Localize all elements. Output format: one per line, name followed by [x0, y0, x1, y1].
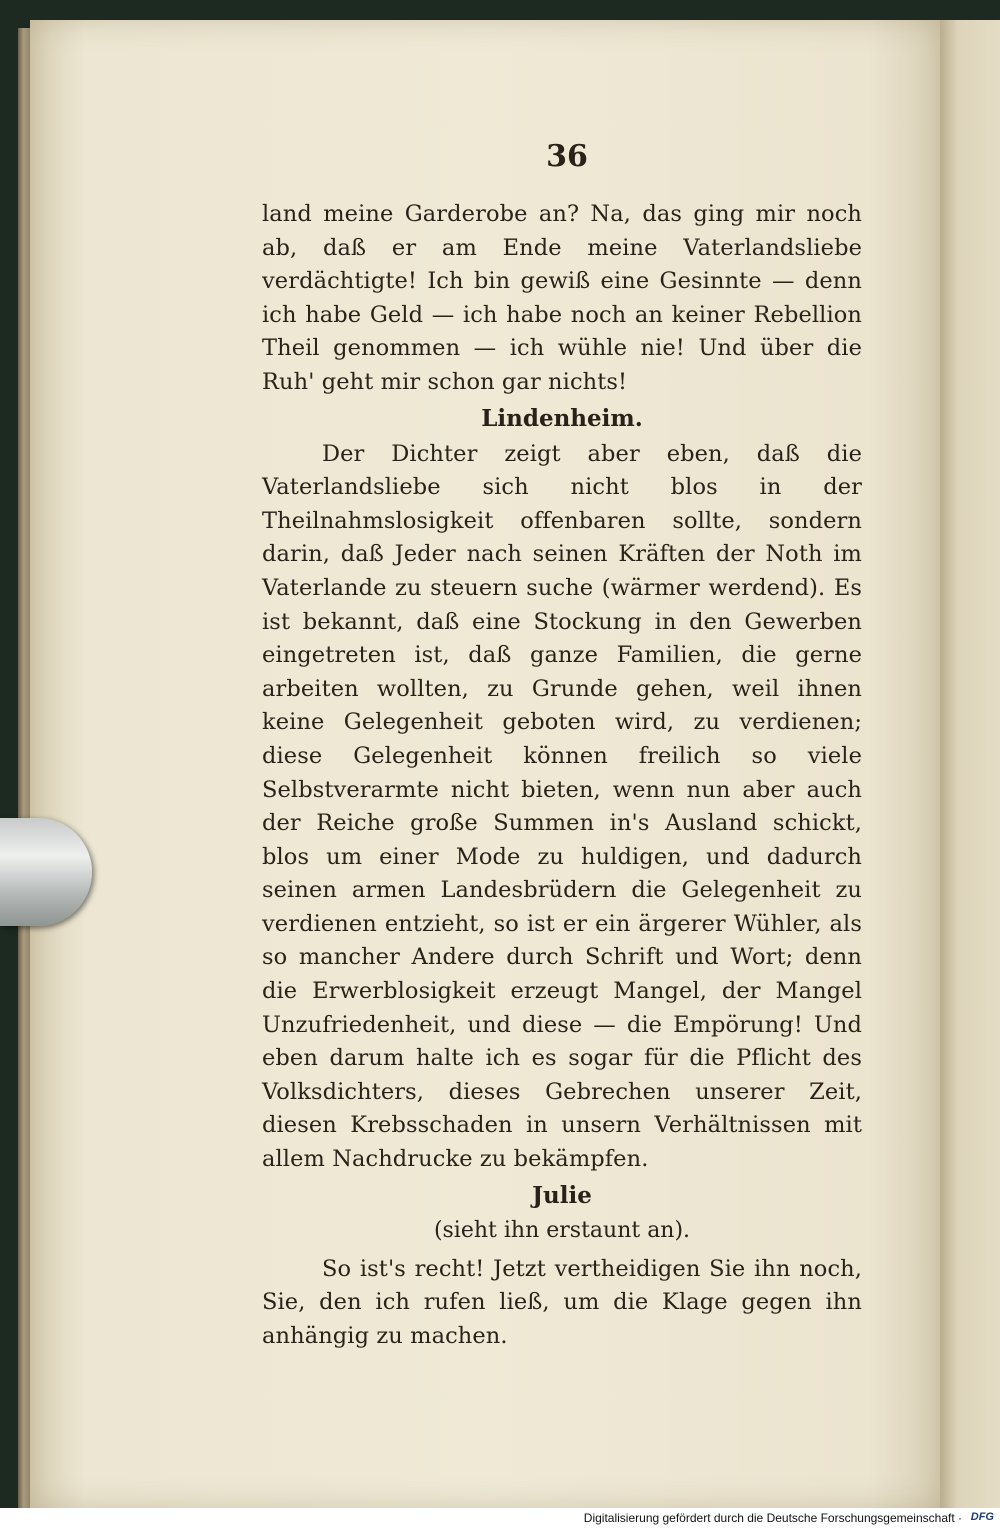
- page-number: 36: [546, 139, 588, 174]
- speaker-name: Lindenheim.: [481, 404, 643, 432]
- dfg-logo: DFG: [970, 1511, 994, 1523]
- text-blocks: [262, 198, 862, 1353]
- speaker-name: Julie: [532, 1181, 592, 1209]
- footer-credit: Digitalisierung gefördert durch die Deutsche Forschungsgemeinschaft ·: [583, 1511, 962, 1525]
- page-content: [262, 140, 862, 1353]
- stage-direction: (sieht ihn erstaunt an).: [433, 1217, 691, 1243]
- paragraph: land meine Garderobe an? Na, das ging mir noch ab, daß er am Ende meine Vaterlandsliebe verdächtigte! Ich bin gewiß eine Gesinnte — denn ich habe Geld — ich habe noch an keiner Rebellion Theil genommen — ich wühle nie! Und über die Ruh' geht mir schon gar nichts!: [262, 201, 862, 395]
- paragraph: Der Dichter zeigt aber eben, daß die Vaterlandsliebe sich nicht blos in der Theilnahmslosigkeit offenbaren sollte, sondern darin, daß Jeder nach seinen Kräften der Noth im Vaterlande zu steuern suche (wärmer werdend). Es ist bekannt, daß eine Stockung in den Gewerben eingetreten ist, daß ganze Familien, die gerne arbeiten wollten, zu Grunde gehen, weil ihnen keine Gelegenheit geboten wird, zu verdienen; diese Gelegenheit können freilich so viele Selbstverarmte nicht bieten, wenn nun aber auch der Reiche große Summen in's Ausland schickt, blos um einer Mode zu huldigen, und dadurch seinen armen Landesbrüdern die Gelegenheit zu verdienen entzieht, so ist er ein ärgerer Wühler, als so mancher Andere durch Schrift und Wort; denn die Erwerblosigkeit erzeugt Mangel, der Mangel Unzufriedenheit, und diese — die Empörung! Und eben darum halte ich es sogar für die Pflicht des Volksdichters, dieses Gebrechen unserer Zeit, diesen Krebsschaden in unsern Verhältnissen mit allem Nachdrucke zu bekämpfen.: [262, 440, 862, 1173]
- paragraph: So ist's recht! Jetzt vertheidigen Sie ihn noch, Sie, den ich rufen ließ, um die Klage gegen ihn anhängig zu machen.: [262, 1255, 862, 1349]
- facing-page-edge: [940, 20, 1000, 1508]
